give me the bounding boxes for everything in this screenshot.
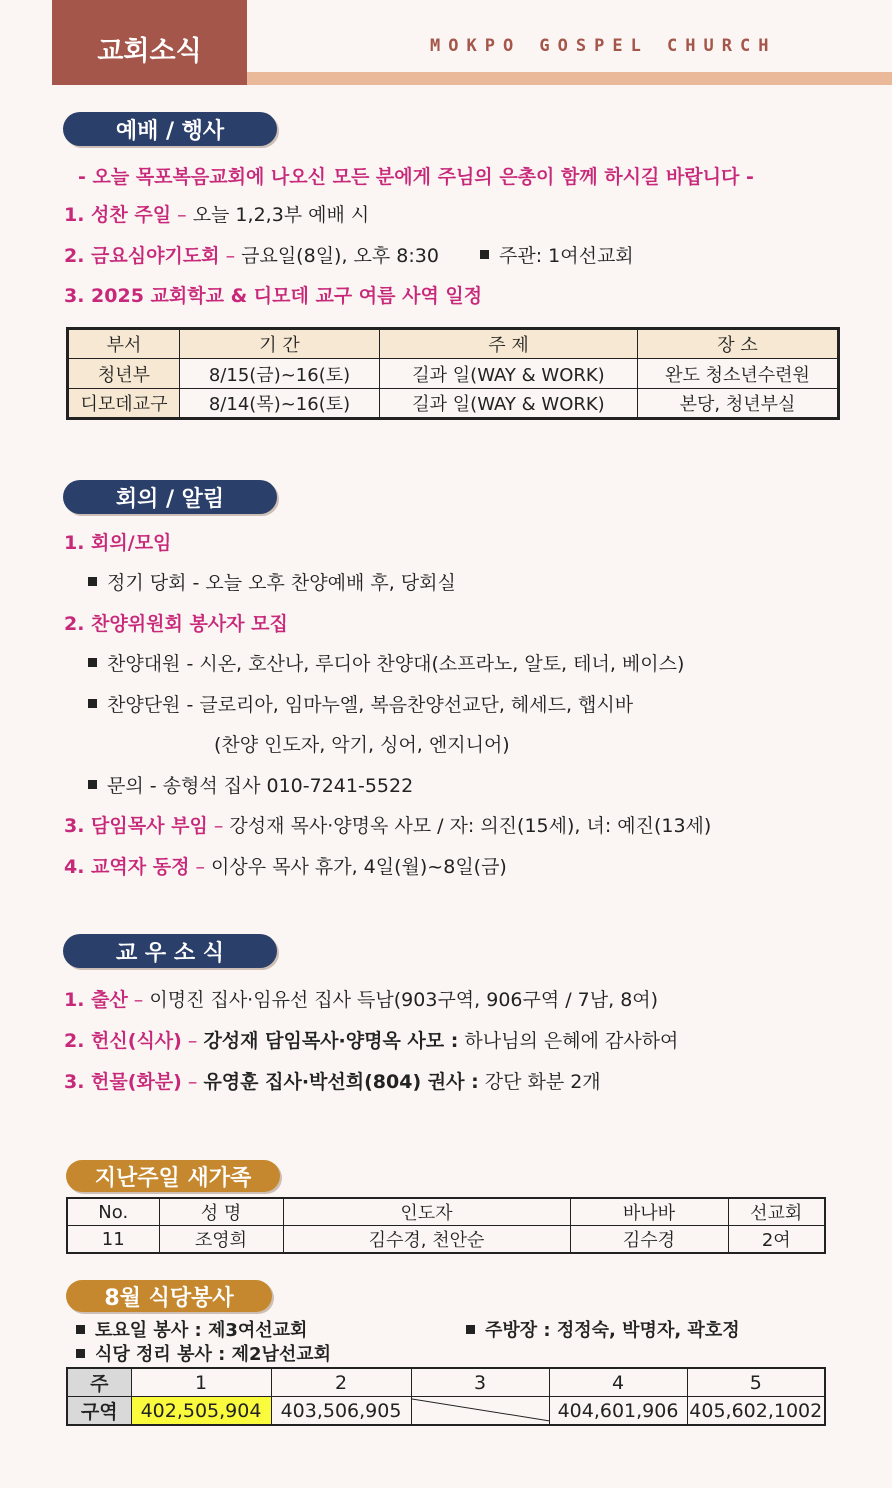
table-header: 기 간 — [180, 329, 380, 359]
heading-text: 2. 찬양위원회 봉사자 모집 — [64, 613, 288, 635]
table-row — [67, 1226, 825, 1254]
table-header: 4 — [549, 1368, 687, 1397]
table-header: 성 명 — [159, 1198, 283, 1226]
table-cell: 길과 일(WAY & WORK) — [380, 389, 638, 419]
item-text: 강단 화분 2개 — [484, 1071, 601, 1093]
worship-item-1 — [64, 202, 369, 228]
greeting-notice: - 오늘 목포복음교회에 나오신 모든 분에게 주님의 은총이 함께 하시길 바랍니다 - — [78, 166, 754, 188]
table-header: 2 — [271, 1368, 411, 1397]
kitchen-line-1 — [76, 1316, 307, 1342]
bullet-text: 문의 - 송형석 집사 010-7241-5522 — [107, 775, 414, 797]
table-cell-highlighted: 402,505,904 — [131, 1397, 271, 1426]
table-cell: 디모데교구 — [68, 389, 180, 419]
table-row — [68, 359, 839, 389]
table-header: No. — [67, 1198, 159, 1226]
section-pill-members: 교 우 소 식 — [63, 934, 277, 968]
kitchen-text: 토요일 봉사 : 제3여선교회 — [95, 1320, 308, 1341]
meeting-bullet-continuation: (찬양 인도자, 악기, 싱어, 엔지니어) — [214, 734, 510, 756]
table-header: 1 — [131, 1368, 271, 1397]
item-text: 이상우 목사 휴가, 4일(월)~8일(금) — [211, 856, 507, 878]
table-header: 주 — [67, 1368, 131, 1397]
church-name: MOKPO GOSPEL CHURCH — [430, 36, 777, 56]
heading-text: 3. 담임목사 부임 — [64, 815, 208, 837]
heading-text: 1. 회의/모임 — [64, 532, 172, 554]
diagonal-slash-icon — [412, 1397, 550, 1422]
bullet-square-icon — [88, 577, 97, 586]
item-title: 3. 2025 교회학교 & 디모데 교구 여름 사역 일정 — [64, 285, 483, 307]
table-cell: 조영희 — [159, 1226, 283, 1254]
table-header: 5 — [687, 1368, 825, 1397]
item-text: 이명진 집사·임유선 집사 득남(903구역, 906구역 / 7남, 8여) — [149, 989, 659, 1011]
table-cell: 김수경, 천안순 — [283, 1226, 570, 1254]
meeting-contact — [88, 773, 413, 799]
table-cell: 완도 청소년수련원 — [638, 359, 839, 389]
worship-item-3 — [64, 283, 482, 309]
item-title: 1. 성찬 주일 — [64, 204, 172, 226]
table-header: 부서 — [68, 329, 180, 359]
table-cell: 8/15(금)~16(토) — [180, 359, 380, 389]
table-header: 인도자 — [283, 1198, 570, 1226]
item-text: 강성재 목사·양명옥 사모 / 자: 의진(15세), 녀: 예진(13세) — [229, 815, 712, 837]
bullet-square-icon — [88, 699, 97, 708]
item-title: 3. 헌물(화분) — [64, 1071, 182, 1093]
item-sep: – — [207, 815, 230, 837]
kitchen-chef — [466, 1316, 740, 1342]
table-row — [68, 389, 839, 419]
item-sep: – — [127, 989, 150, 1011]
meeting-bullet — [88, 692, 633, 718]
bullet-text: 찬양대원 - 시온, 호산나, 루디아 찬양대(소프라노, 알토, 테너, 베이스) — [107, 653, 685, 675]
host-text: 주관: 1여선교회 — [499, 245, 634, 267]
item-title: 2. 금요심야기도회 — [64, 245, 220, 267]
page-title-tab — [52, 0, 247, 85]
table-header: 3 — [411, 1368, 549, 1397]
table-cell: 김수경 — [570, 1226, 728, 1254]
item-names: 유영훈 집사·박선희(804) 권사 : — [203, 1071, 479, 1093]
kitchen-line-2 — [76, 1340, 331, 1366]
header-rule — [247, 72, 892, 85]
meeting-heading-3 — [64, 813, 711, 839]
item-text: 하나님의 은혜에 감사하여 — [464, 1030, 679, 1052]
item-title: 1. 출산 — [64, 989, 128, 1011]
table-header-row — [67, 1198, 825, 1226]
section-pill-worship: 예배 / 행사 — [63, 112, 277, 146]
item-title: 2. 헌신(식사) — [64, 1030, 182, 1052]
bullet-square-icon — [480, 250, 489, 259]
section-pill-kitchen: 8월 식당봉사 — [66, 1280, 272, 1312]
bullet-square-icon — [76, 1325, 85, 1334]
table-header: 바나바 — [570, 1198, 728, 1226]
table-row — [67, 1397, 825, 1426]
table-cell-empty — [411, 1397, 549, 1426]
table-header-row — [67, 1368, 825, 1397]
table-cell: 본당, 청년부실 — [638, 389, 839, 419]
summer-schedule-table — [66, 327, 840, 420]
bullet-text: 정기 당회 - 오늘 오후 찬양예배 후, 당회실 — [107, 572, 456, 594]
table-cell: 청년부 — [68, 359, 180, 389]
meeting-heading-2 — [64, 611, 288, 637]
table-cell: 405,602,1002 — [687, 1397, 825, 1426]
table-cell: 404,601,906 — [549, 1397, 687, 1426]
table-header: 장 소 — [638, 329, 839, 359]
heading-text: 4. 교역자 동정 — [64, 856, 190, 878]
item-text: 오늘 1,2,3부 예배 시 — [192, 204, 370, 226]
section-pill-meeting: 회의 / 알림 — [63, 480, 277, 514]
bullet-square-icon — [76, 1349, 85, 1358]
members-item-2 — [64, 1028, 678, 1054]
bullet-square-icon — [466, 1325, 475, 1334]
item-names: 강성재 담임목사·양명옥 사모 : — [203, 1030, 459, 1052]
item-sep: – — [219, 245, 242, 267]
item-sep: – — [181, 1030, 204, 1052]
worship-item-2-host — [480, 243, 634, 269]
item-text: 금요일(8일), 오후 8:30 — [241, 245, 439, 267]
section-pill-newfamily: 지난주일 새가족 — [66, 1160, 280, 1192]
members-item-3 — [64, 1069, 601, 1095]
meeting-bullet — [88, 651, 684, 677]
item-sep: – — [181, 1071, 204, 1093]
bullet-square-icon — [88, 780, 97, 789]
table-cell: 구역 — [67, 1397, 131, 1426]
bullet-square-icon — [88, 658, 97, 667]
meeting-heading-4 — [64, 854, 507, 880]
members-item-1 — [64, 987, 658, 1013]
item-sep: – — [171, 204, 193, 226]
table-cell: 2여 — [728, 1226, 825, 1254]
table-cell: 403,506,905 — [271, 1397, 411, 1426]
meeting-bullet — [88, 570, 456, 596]
table-header: 주 제 — [380, 329, 638, 359]
table-cell: 길과 일(WAY & WORK) — [380, 359, 638, 389]
page-title: 교회소식 — [97, 36, 202, 67]
table-cell: 8/14(목)~16(토) — [180, 389, 380, 419]
bullet-text: 찬양단원 - 글로리아, 임마누엘, 복음찬양선교단, 헤세드, 햅시바 — [107, 694, 634, 716]
table-cell: 11 — [67, 1226, 159, 1254]
kitchen-text: 식당 정리 봉사 : 제2남선교회 — [95, 1344, 332, 1365]
table-header-row — [68, 329, 839, 359]
kitchen-text: 주방장 : 정정숙, 박명자, 곽호정 — [485, 1320, 740, 1341]
meeting-heading-1 — [64, 530, 171, 556]
item-sep: – — [189, 856, 212, 878]
table-header: 선교회 — [728, 1198, 825, 1226]
kitchen-schedule-table — [66, 1367, 826, 1426]
worship-item-2 — [64, 243, 439, 269]
newfamily-table — [66, 1197, 826, 1254]
